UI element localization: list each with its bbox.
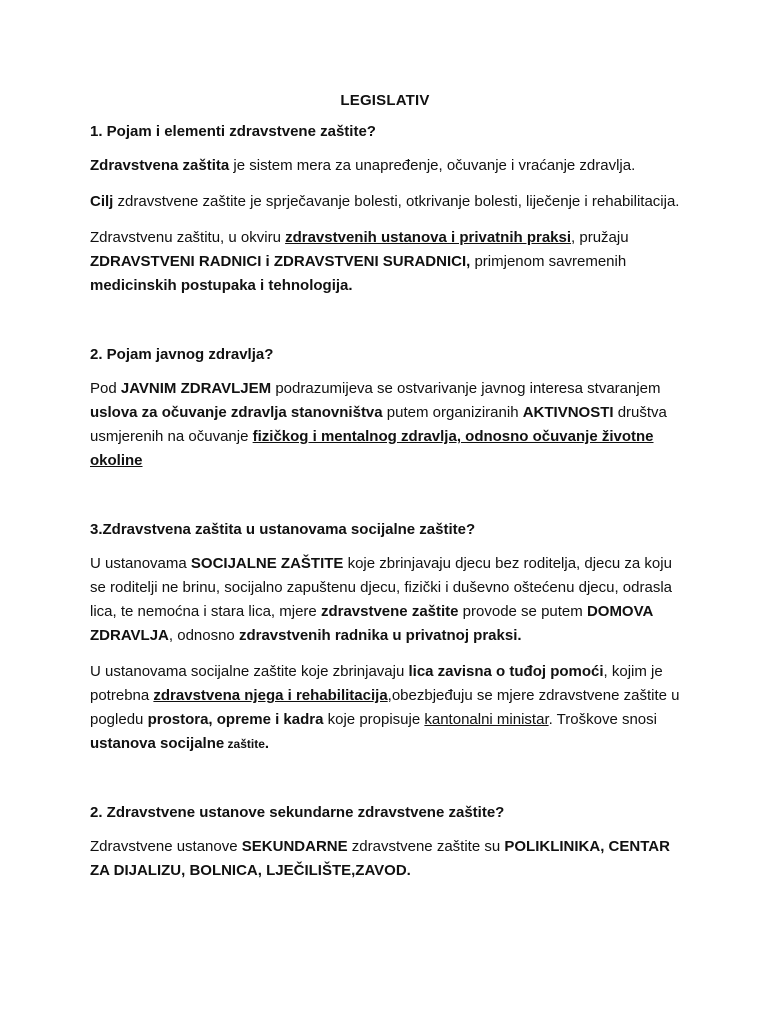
q3-paragraph-1 <box>90 552 680 648</box>
q2-p1-bold-3: AKTIVNOSTI <box>522 404 614 421</box>
q2-p1-text-1: Pod <box>90 380 121 397</box>
q3-p2-bold-2: prostora, opreme i kadra <box>147 711 324 728</box>
q1-paragraph-2 <box>90 190 680 214</box>
q3-p1-text-4: , odnosno <box>168 627 239 644</box>
q4-p1-bold-1: SEKUNDARNE <box>241 838 348 855</box>
q2-p1-text-2: podrazumijeva se ostvarivanje javnog interesa stvaranjem <box>271 380 661 397</box>
section-gap <box>90 768 680 804</box>
q3-p1-text-2: koje zbrinjavaju djecu bez roditelja, djecu za koju se roditelji ne brinu, socijalno zapuštenu djecu, fizički i duševno oštećenu djecu, odrasla lica, te nemoćna i stara lica, mjere <box>90 555 673 620</box>
question-2-heading: 2. Pojam javnog zdravlja? <box>90 346 274 363</box>
q2-p1-bold-2: uslova za očuvanje zdravlja stanovništva <box>90 404 383 421</box>
q3-p2-text-5: . Troškove snosi <box>548 711 657 728</box>
q1-p2-text: zdravstvene zaštite je sprječavanje bolesti, otkrivanje bolesti, liječenje i rehabilitacija. <box>113 193 680 210</box>
q2-paragraph-1 <box>90 377 680 473</box>
q3-p2-text-1: U ustanovama socijalne zaštite koje zbrinjavaju <box>90 663 409 680</box>
q3-p2-period: . <box>264 735 270 752</box>
question-4-heading: 2. Zdravstvene ustanove sekundarne zdravstvene zaštite? <box>90 804 505 821</box>
q3-p1-bold-4: zdravstvenih radnika u privatnoj praksi. <box>238 627 522 644</box>
question-1-heading: 1. Pojam i elementi zdravstvene zaštite? <box>90 123 376 140</box>
q1-p3-underlined-1: zdravstvenih ustanova i privatnih praksi <box>285 229 572 246</box>
section-gap <box>90 310 680 346</box>
q1-p3-bold-2: medicinskih postupaka i tehnologija. <box>90 277 353 294</box>
q3-p2-text-4: koje propisuje <box>323 711 425 728</box>
q3-p1-text-1: U ustanovama <box>90 555 191 572</box>
q3-p1-bold-3: DOMOVA ZDRAVLJA <box>90 603 653 644</box>
q2-p1-text-3: putem organiziranih <box>382 404 523 421</box>
q1-paragraph-1 <box>90 154 680 178</box>
q1-p1-text: je sistem mera za unapređenje, očuvanje i vraćanje zdravlja. <box>229 157 636 174</box>
q3-p2-bold-1: lica zavisna o tuđoj pomoći <box>408 663 604 680</box>
q3-p2-underlined-2: kantonalni ministar <box>424 711 549 728</box>
q3-p1-text-3: provode se putem <box>458 603 587 620</box>
q1-p1-term: Zdravstvena zaštita <box>90 157 230 174</box>
q3-p1-bold-1: SOCIJALNE ZAŠTITE <box>190 555 344 572</box>
q4-p1-bold-2: POLIKLINIKA, CENTAR ZA DIJALIZU, BOLNICA, LJEČILIŠTE,ZAVOD. <box>90 838 670 879</box>
q4-paragraph-1 <box>90 835 680 883</box>
q1-p3-bold-1: ZDRAVSTVENI RADNICI i ZDRAVSTVENI SURADNICI, <box>90 253 471 270</box>
q4-p1-text-2: zdravstvene zaštite su <box>347 838 505 855</box>
question-3-heading: 3.Zdravstvena zaštita u ustanovama socijalne zaštite? <box>90 521 476 538</box>
section-gap <box>90 485 680 521</box>
q3-p2-bold-3: ustanova socijalne <box>90 735 225 752</box>
document-title: LEGISLATIV <box>340 92 430 109</box>
q3-p2-underlined-1: zdravstvena njega i rehabilitacija <box>153 687 388 704</box>
q3-paragraph-2 <box>90 660 680 756</box>
q4-p1-text-1: Zdravstvene ustanove <box>90 838 242 855</box>
q3-p2-text-3: ,obezbjeđuju se mjere zdravstvene zaštite u pogledu <box>90 687 680 728</box>
q2-p1-bold-1: JAVNIM ZDRAVLJEM <box>120 380 272 397</box>
q1-paragraph-3 <box>90 226 680 298</box>
q3-p1-bold-2: zdravstvene zaštite <box>320 603 459 620</box>
q3-p2-bold-small: zaštite <box>224 737 265 751</box>
q1-p2-term: Cilj <box>90 193 114 210</box>
q1-p3-text-3: primjenom savremenih <box>470 253 627 270</box>
q2-p1-text-4: društva usmjerenih na očuvanje <box>90 404 667 445</box>
q2-p1-underlined-1: fizičkog i mentalnog zdravlja, odnosno očuvanje životne okoline <box>90 428 654 469</box>
q1-p3-text-1: Zdravstvenu zaštitu, u okviru <box>90 229 286 246</box>
q3-p2-text-2: , kojim je potrebna <box>90 663 663 704</box>
q1-p3-text-2: , pružaju <box>571 229 629 246</box>
